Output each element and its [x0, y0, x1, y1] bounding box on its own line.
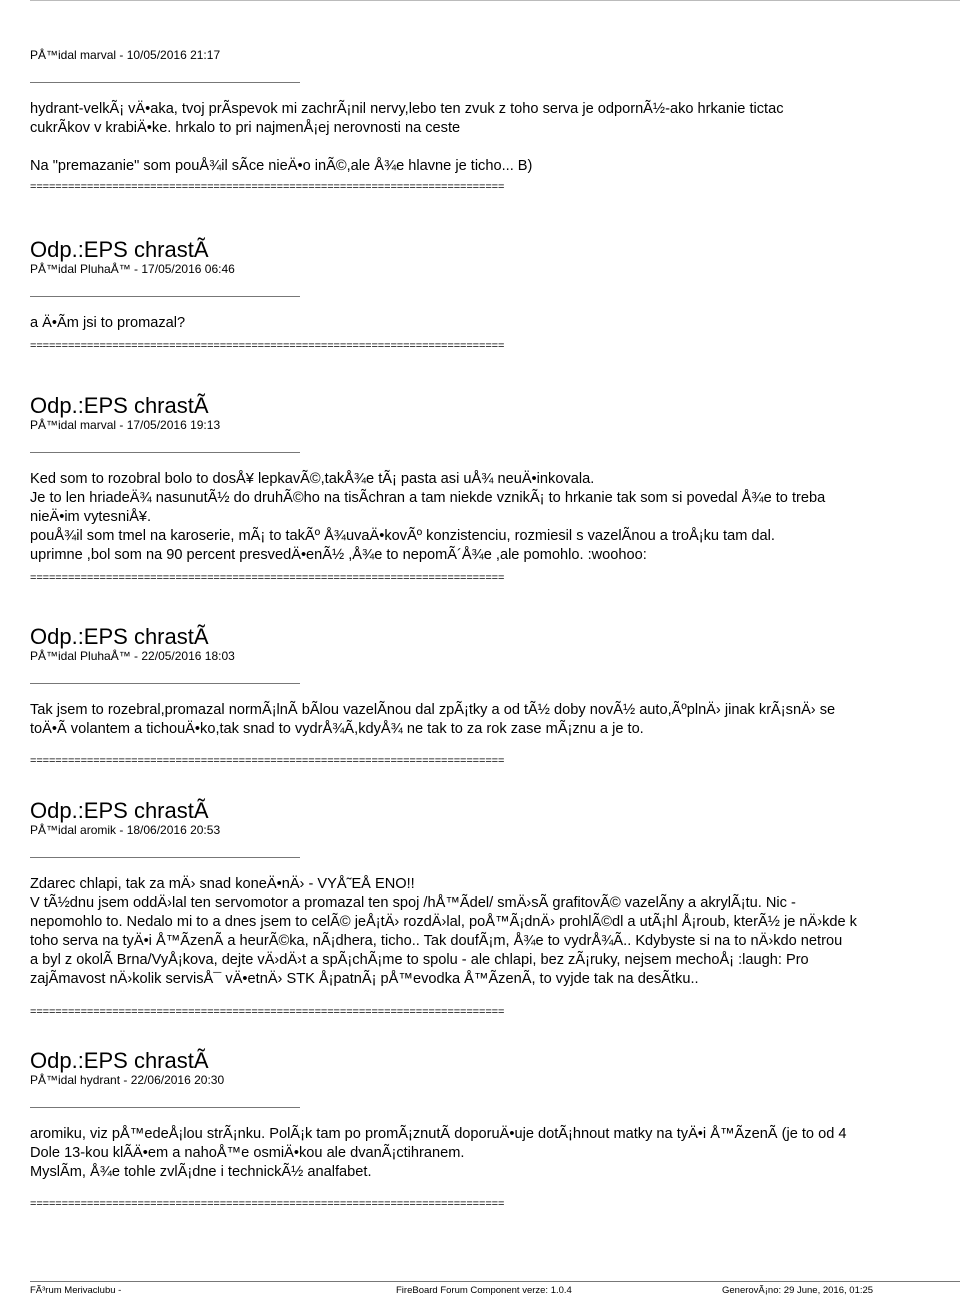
post-line: uprimne ,bol som na 90 percent presvedÄ•enÃ½ ,Å¾e to nepomÃ´Å¾e ,ale pomohlo. :woohoo: [30, 547, 647, 563]
post-body [30, 100, 960, 176]
post-meta: PÅ™idal PluhaÅ™ - 17/05/2016 06:46 [30, 262, 235, 276]
post-6 [30, 1049, 960, 1211]
post-line [30, 138, 960, 157]
post-line: nepomohlo to. Nedalo mi to a dnes jsem to celÃ© jeÅ¡tÄ› rozdÄ›lal, poÅ™Ã¡dnÄ› prohlÃ©dl a utÃ¡hl Å¡roub, kterÃ½ je nÄ›kde k [30, 914, 857, 930]
post-line: pouÅ¾il som tmel na karoserie, mÃ¡ to takÃº Å¾uvaÄ•kovÃº konzistenciu, rozmiesil s vazelÃnou a troÅ¡ku tam dal. [30, 528, 775, 544]
post-body [30, 701, 960, 739]
post-line: Dole 13-kou klÃÄ•em a nahoÅ™e osmiÄ•kou ale dvanÃ¡ctihranem. [30, 1145, 465, 1161]
post-line: Tak jsem to rozebral,promazal normÃ¡lnÃ bÃlou vazelÃnou dal zpÃ¡tky a od tÃ½ doby novÃ½ auto,ÃºplnÄ› jinak krÃ¡snÄ› se [30, 702, 836, 718]
post-separator: =========================================================================== [30, 572, 505, 584]
post-separator: =========================================================================== [30, 1006, 505, 1018]
post-title: Odp.:EPS chrastÃ [30, 237, 209, 262]
post-4 [30, 625, 960, 768]
post-meta: PÅ™idal marval - 17/05/2016 19:13 [30, 418, 221, 432]
meta-divider [30, 452, 300, 453]
post-meta: PÅ™idal aromik - 18/06/2016 20:53 [30, 823, 221, 837]
post-separator: =========================================================================== [30, 340, 505, 352]
post-line: hydrant-velkÃ¡ vÄ•aka, tvoj prÃspevok mi zachrÃ¡nil nervy,lebo ten zvuk z toho serva je odpornÃ½-ako hrkanie tictac [30, 101, 784, 117]
post-separator: =========================================================================== [30, 1198, 505, 1210]
post-meta: PÅ™idal marval - 10/05/2016 21:17 [30, 48, 221, 62]
meta-divider [30, 857, 300, 858]
post-line: toho serva na tyÄ•i Å™ÃzenÃ a heurÃ©ka, nÃ¡dhera, ticho.. Tak doufÃ¡m, Å¾e to vydrÅ¾Ã.. Kdybyste si na to nÄ›kdo netrou [30, 933, 843, 949]
post-line: Ked som to rozobral bolo to dosÅ¥ lepkavÃ©,takÅ¾e tÃ¡ pasta asi uÅ¾ neuÄ•inkovala. [30, 471, 595, 487]
post-line: cukrÃkov v krabiÄ•ke. hrkalo to pri najmenÅ¡ej nerovnosti na ceste [30, 120, 461, 136]
post-line: Zdarec chlapi, tak za mÄ› snad koneÄ•nÄ› - VYÅ˜EÅ ENO!! [30, 876, 415, 892]
post-1 [30, 48, 960, 194]
post-title: Odp.:EPS chrastÃ [30, 798, 209, 823]
page-footer [30, 1281, 960, 1297]
post-title: Odp.:EPS chrastÃ [30, 624, 209, 649]
footer-component: FireBoard Forum Component verze: 1.0.4 [396, 1285, 572, 1296]
meta-divider [30, 296, 300, 297]
post-line: aromiku, viz pÅ™edeÅ¡lou strÃ¡nku. PolÃ¡k tam po promÃ¡znutÃ doporuÄ•uje dotÃ¡hnout matky na tyÄ•i Å™ÃzenÃ (je to od 4 [30, 1126, 847, 1142]
post-5 [30, 799, 960, 1019]
page-top-rule [30, 0, 960, 1]
post-3 [30, 394, 960, 585]
post-line: zajÃmavost nÄ›kolik servisÅ¯ vÄ•etnÄ› STK Å¡patnÃ¡ pÅ™evodka Å™ÃzenÃ, to vyjde tak na desÃtku.. [30, 971, 699, 987]
post-title: Odp.:EPS chrastÃ [30, 393, 209, 418]
meta-divider [30, 82, 300, 83]
post-body [30, 314, 960, 333]
post-line: Na "premazanie" som pouÅ¾il sÃce nieÄ•o inÃ©,ale Å¾e hlavne je ticho... B) [30, 158, 533, 174]
post-meta: PÅ™idal hydrant - 22/06/2016 20:30 [30, 1073, 225, 1087]
post-title: Odp.:EPS chrastÃ [30, 1048, 209, 1073]
footer-generated: GenerovÃ¡no: 29 June, 2016, 01:25 [722, 1285, 874, 1296]
post-line: toÄ•Ã volantem a tichouÄ•ko,tak snad to vydrÅ¾Ã,kdyÅ¾ ne tak to za rok zase mÃ¡znu a je to. [30, 721, 644, 737]
post-2 [30, 238, 960, 353]
post-line: a Ä•Ãm jsi to promazal? [30, 315, 186, 331]
post-body [30, 1125, 960, 1182]
post-body [30, 470, 960, 565]
post-separator: =========================================================================== [30, 755, 505, 767]
meta-divider [30, 683, 300, 684]
post-body [30, 875, 960, 989]
meta-divider [30, 1107, 300, 1108]
post-line: MyslÃm, Å¾e tohle zvlÃ¡dne i technickÃ½ analfabet. [30, 1164, 372, 1180]
footer-site-name: FÃ³rum Merivaclubu - [30, 1285, 122, 1296]
post-separator: =========================================================================== [30, 181, 505, 193]
post-line: nieÄ•im vytesniÅ¥. [30, 509, 152, 525]
post-line: Je to len hriadeÄ¾ nasunutÃ½ do druhÃ©ho na tisÃchran a tam niekde vznikÃ¡ to hrkanie tak som si povedal Å¾e to treba [30, 490, 826, 506]
post-line: V tÃ½dnu jsem oddÄ›lal ten servomotor a promazal ten spoj /hÅ™Ãdel/ smÄ›sÃ grafitovÃ© vazelÃny a akrylÃ¡tu. Nic - [30, 895, 796, 911]
post-line: a byl z okolÃ Brna/VyÅ¡kova, dejte vÄ›dÄ›t a spÃ¡chÃ¡me to spolu - ale chlapi, bez zÃ¡ruky, nejsem mechoÅ¡ :laugh: Pro [30, 952, 809, 968]
post-meta: PÅ™idal PluhaÅ™ - 22/05/2016 18:03 [30, 649, 235, 663]
